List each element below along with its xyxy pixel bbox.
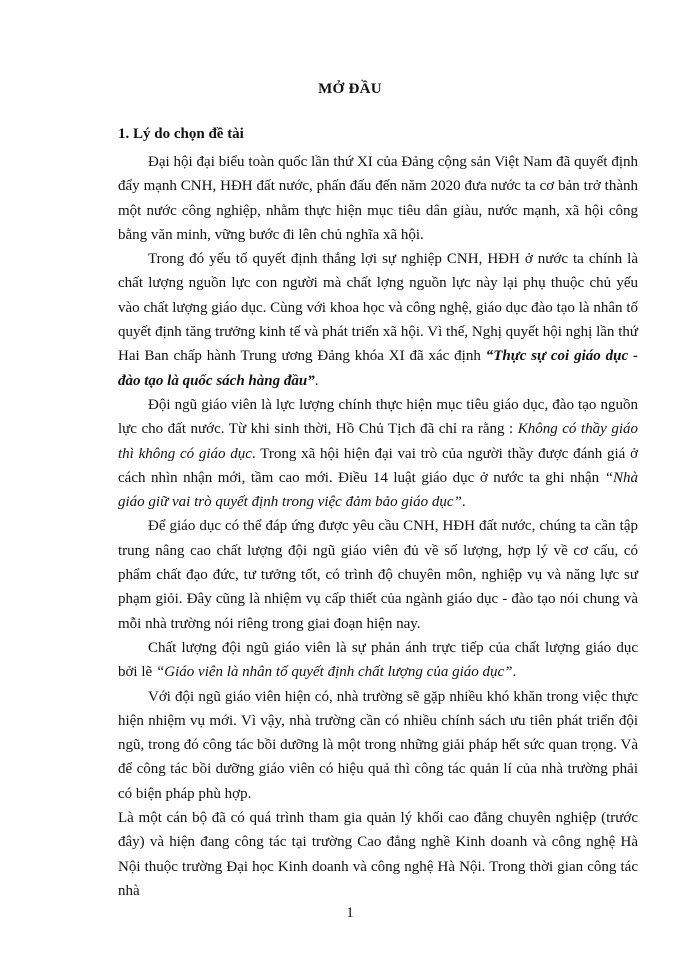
paragraph-3-mid: . Trong xã hội hiện đại vai trò của người thầy được đánh giá ở cách nhìn nhận mới, tầm cao mới. Điều 14 luật giáo dục ở nước ta ghi nhận: [118, 445, 638, 486]
paragraph-4: Để giáo dục có thể đáp ứng được yêu cầu CNH, HĐH đất nước, chúng ta cần tập trung nâng cao chất lượng đội ngũ giáo viên đủ về số lượng, hợp lý về cơ cấu, có phẩm chất đạo đức, tư tưởng tốt, có trình độ chuyên môn, nghiệp vụ và năng lực sư phạm giỏi. Đây cũng là nhiệm vụ cấp thiết của ngành giáo dục - đào tạo nói chung và mỗi nhà trường nói riêng trong giai đoạn hiện nay.: [118, 518, 638, 632]
paragraph-7: Là một cán bộ đã có quá trình tham gia quản lý khối cao đẳng chuyên nghiệp (trước đây) và hiện đang công tác tại trường Cao đẳng nghề Kinh doanh và công nghệ Hà Nội thuộc trường Đại học Kinh doanh và công nghệ Hà Nội. Trong thời gian công tác nhà: [118, 810, 638, 899]
paragraph-2-quote: “Thực sự coi giáo dục - đào tạo là quốc sách hàng đầu”: [118, 348, 638, 389]
paragraph-1: Đại hội đại biểu toàn quốc lần thứ XI của Đảng cộng sản Việt Nam đã quyết định đẩy mạnh CNH, HĐH đất nước, phấn đấu đến năm 2020 đưa nước ta cơ bản trở thành một nước công nghiệp, nhằm thực hiện mục tiêu dân giàu, nước mạnh, xã hội công bằng văn minh, vững bước đi lên chủ nghĩa xã hội.: [118, 154, 638, 243]
paragraph-2-end: .: [314, 372, 319, 389]
paragraph-3-end: .: [461, 494, 466, 511]
section-heading: 1. Lý do chọn đề tài: [118, 126, 244, 142]
paragraph-5-end: .: [512, 664, 517, 681]
paragraph-6: Với đội ngũ giáo viên hiện có, nhà trường sẽ gặp nhiều khó khăn trong việc thực hiện nhiệm vụ mới. Vì vậy, nhà trường cần có nhiều chính sách ưu tiên phát triển đội ngũ, trong đó công tác bồi dưỡng là một trong những giải pháp hết sức quan trọng. Và để công tác bồi dưỡng giáo viên có hiệu quả thì công tác quản lí của nhà trường phải có biện pháp phù hợp.: [118, 688, 638, 802]
document-title: MỞ ĐẦU: [318, 81, 382, 97]
paragraph-2: [118, 247, 638, 393]
paragraph-3-text: Đội ngũ giáo viên là lực lượng chính thực hiện mục tiêu giáo dục, đào tạo nguồn lực cho đất nước. Từ khi sinh thời, Hồ Chủ Tịch đã chỉ ra rằng :: [118, 396, 638, 438]
paragraph-3: [118, 393, 638, 514]
paragraph-3-quote: Không có thầy giáo thì không có giáo dục: [118, 421, 639, 462]
paragraph-5: [118, 636, 638, 685]
document-body: [118, 150, 638, 903]
paragraph-2-text: Trong đó yếu tố quyết định thắng lợi sự nghiệp CNH, HĐH ở nước ta chính là chất lượng nguồn lực con người mà chất lợng nguồn lực này lại phụ thuộc chủ yếu vào chất lượng giáo dục. Cùng với khoa học và công nghệ, giáo dục đào tạo là nhân tố quyết định tăng trưởng kinh tế và phát triển xã hội. Vì thế, Nghị quyết hội nghị lần thứ Hai Ban chấp hành Trung ương Đảng khóa XI đã xác định: [118, 251, 638, 365]
paragraph-5-quote: “Giáo viên là nhân tố quyết định chất lượng của giáo dục”: [155, 664, 513, 681]
page-number: 1: [346, 905, 354, 921]
paragraph-5-text: Chất lượng đội ngũ giáo viên là sự phản ánh trực tiếp của chất lượng giáo dục bởi lẽ: [118, 639, 638, 681]
paragraph-3-quote-2: “Nhà giáo giữ vai trò quyết định trong việc đảm bảo giáo dục”: [118, 469, 638, 511]
